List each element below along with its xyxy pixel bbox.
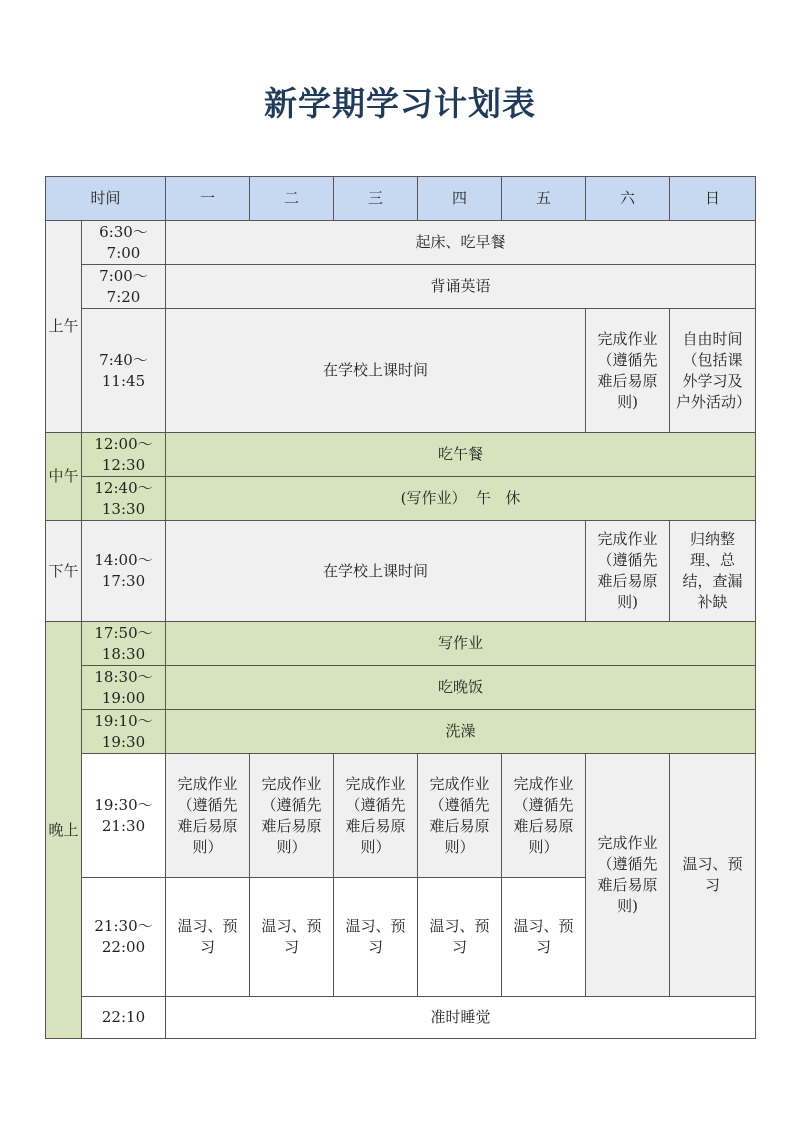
activity-cell: 准时睡觉 [166,997,756,1039]
activity-cell: 温习、预习 [502,878,586,997]
activity-cell: 温习、预习 [418,878,502,997]
activity-cell: 归纳整理、总结，查漏补缺 [670,521,756,622]
period-morning: 上午 [46,221,82,433]
table-row [46,309,756,433]
activity-cell: 完成作业（遵循先难后易原则） [334,754,418,878]
activity-cell: 起床、吃早餐 [166,221,756,265]
activity-cell: 写作业 [166,622,756,666]
activity-cell: 完成作业（遵循先难后易原则) [586,521,670,622]
table-row [46,265,756,309]
header-day: 四 [418,177,502,221]
header-day: 三 [334,177,418,221]
activity-cell: 吃晚饭 [166,666,756,710]
activity-cell: 完成作业（遵循先难后易原则) [586,754,670,997]
time-cell: 7:00～7:20 [82,265,166,309]
time-cell: 6:30～7:00 [82,221,166,265]
header-day: 一 [166,177,250,221]
time-cell: 19:10～19:30 [82,710,166,754]
activity-cell: 自由时间（包括课外学习及户外活动） [670,309,756,433]
time-cell: 21:30～22:00 [82,878,166,997]
table-row [46,710,756,754]
time-cell: 12:40～13:30 [82,477,166,521]
activity-cell: 完成作业（遵循先难后易原则) [586,309,670,433]
activity-cell: 洗澡 [166,710,756,754]
table-row [46,433,756,477]
header-day: 二 [250,177,334,221]
table-row [46,622,756,666]
activity-cell: 温习、预习 [250,878,334,997]
header-day: 日 [670,177,756,221]
table-row [46,666,756,710]
activity-cell: 温习、预习 [670,754,756,997]
activity-cell: 在学校上课时间 [166,309,586,433]
activity-cell: (写作业） 午 休 [166,477,756,521]
activity-cell: 在学校上课时间 [166,521,586,622]
time-cell: 17:50～18:30 [82,622,166,666]
activity-cell: 完成作业（遵循先难后易原则） [166,754,250,878]
activity-cell: 完成作业（遵循先难后易原则） [502,754,586,878]
header-day: 六 [586,177,670,221]
activity-cell: 吃午餐 [166,433,756,477]
table-row [46,477,756,521]
header-row [46,177,756,221]
table-row [46,754,756,878]
activity-cell: 完成作业（遵循先难后易原则） [250,754,334,878]
schedule-table [45,176,756,1039]
period-evening: 晚上 [46,622,82,1039]
activity-cell: 温习、预习 [166,878,250,997]
table-row [46,997,756,1039]
activity-cell: 完成作业（遵循先难后易原则） [418,754,502,878]
table-row [46,221,756,265]
page-title: 新学期学习计划表 [264,84,536,123]
time-cell: 18:30～19:00 [82,666,166,710]
time-cell: 12:00～12:30 [82,433,166,477]
time-cell: 22:10 [82,997,166,1039]
activity-cell: 背诵英语 [166,265,756,309]
period-afternoon: 下午 [46,521,82,622]
time-cell: 7:40～11:45 [82,309,166,433]
header-day: 五 [502,177,586,221]
activity-cell: 温习、预习 [334,878,418,997]
time-cell: 19:30～21:30 [82,754,166,878]
table-row [46,521,756,622]
header-time: 时间 [46,177,166,221]
time-cell: 14:00～17:30 [82,521,166,622]
period-noon: 中午 [46,433,82,521]
